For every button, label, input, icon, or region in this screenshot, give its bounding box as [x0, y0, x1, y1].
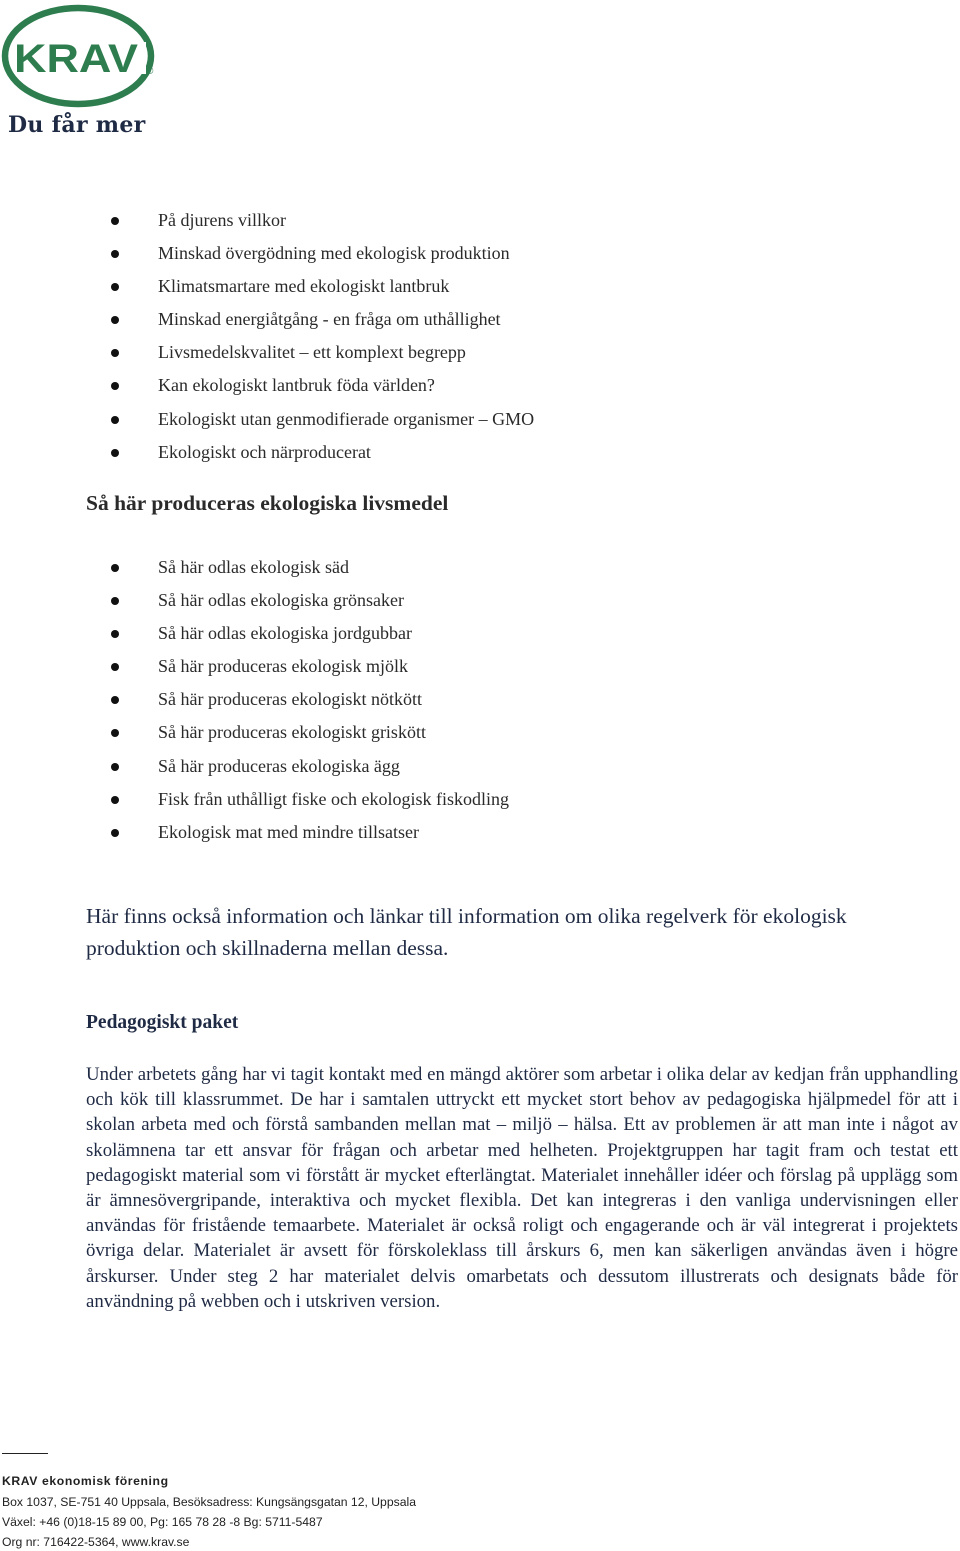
list-item: Ekologiskt och närproducerat	[0, 436, 534, 469]
list-item: På djurens villkor	[0, 204, 534, 237]
list-item: Så här odlas ekologiska grönsaker	[0, 584, 509, 617]
list-item: Så här produceras ekologiska ägg	[0, 750, 509, 783]
footer-divider	[2, 1453, 48, 1454]
pedagog-body: Under arbetets gång har vi tagit kontakt med en mängd aktörer som arbetar i olika delar av kedjan från upphandling och kök till klassrummet. De har i samtalen uttryckt ett mycket stort behov av pedagogiska hjälpmedel för att i skolan arbeta med och förstå sambanden mellan mat – miljö – hälsa. Ett av problemen är att man inte i något av skolämnena tar ett ansvar för frågan och arbetar med helheten. Projektgruppen har tagit fram och testat ett pedagogiskt material som vi förstått är mycket efterlängtat. Materialet innehåller idéer och förslag på upplägg som är ämnesövergripande, interaktiva och mycket flexibla. Det kan integreras i den vanliga undervisningen eller användas för fristående temaarbete. Materialet är också roligt och engagerande och är väl integrerat i projektets övriga delar. Materialet är avsett för förskoleklass till årskurs 6, men kan säkerligen användas även i högre årskurser. Under steg 2 har materialet delvis omarbetats och dessutom illustrerats och designats både för användning på webben och i utskriven version.	[86, 1064, 958, 1312]
section-heading: Så här produceras ekologiska livsmedel	[86, 491, 449, 515]
list-item: Fisk från uthålligt fiske och ekologisk fiskodling	[0, 783, 509, 816]
footer-orgnr: Org nr: 716422-5364, www.krav.se	[2, 1535, 190, 1549]
list-item: Så här produceras ekologiskt nötkött	[0, 683, 509, 716]
info-paragraph: Här finns också information och länkar till information om olika regelverk för ekologisk produktion och skillnaderna mellan dessa.	[86, 904, 847, 960]
list-item: Kan ekologiskt lantbruk föda världen?	[0, 369, 534, 402]
logo-wordmark: KRAV	[14, 37, 139, 81]
list-item: Så här produceras ekologiskt griskött	[0, 716, 509, 749]
footer-address: Box 1037, SE-751 40 Uppsala, Besöksadress: Kungsängsgatan 12, Uppsala	[2, 1495, 416, 1509]
list-item: Så här odlas ekologisk säd	[0, 551, 509, 584]
list-item: Minskad energiåtgång - en fråga om uthållighet	[0, 303, 534, 336]
list-item: Så här odlas ekologiska jordgubbar	[0, 617, 509, 650]
footer-org: KRAV ekonomisk förening	[2, 1474, 169, 1488]
list-item: Klimatsmartare med ekologiskt lantbruk	[0, 270, 534, 303]
logo-registered-mark: ®	[146, 66, 154, 77]
list-item: Ekologiskt utan genmodifierade organismer – GMO	[0, 403, 534, 436]
list-item: Så här produceras ekologisk mjölk	[0, 650, 509, 683]
production-list	[0, 551, 509, 849]
list-item: Ekologisk mat med mindre tillsatser	[0, 816, 509, 849]
krav-logo	[0, 2, 160, 110]
list-item: Minskad övergödning med ekologisk produktion	[0, 237, 534, 270]
list-item: Livsmedelskvalitet – ett komplext begrepp	[0, 336, 534, 369]
footer-phone: Växel: +46 (0)18-15 89 00, Pg: 165 78 28 -8 Bg: 5711-5487	[2, 1515, 323, 1529]
pedagog-heading: Pedagogiskt paket	[86, 1012, 239, 1033]
tagline: Du får mer	[8, 112, 146, 138]
topic-list	[0, 204, 534, 469]
